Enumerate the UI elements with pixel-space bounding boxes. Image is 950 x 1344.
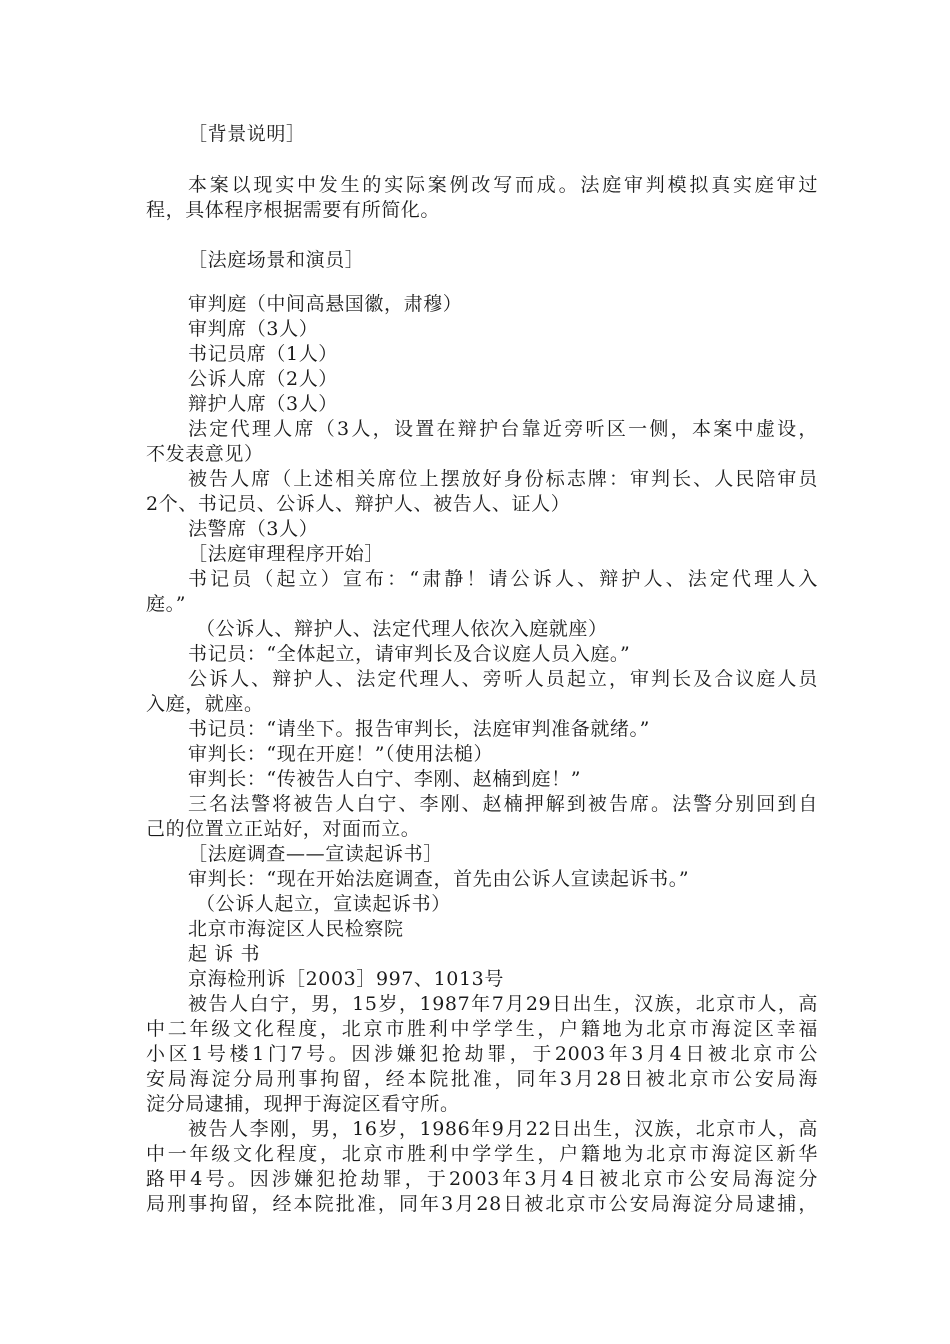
- text-line: 程，具体程序根据需要有所简化。: [146, 199, 441, 221]
- text-line: 书记员：“请坐下。报告审判长，法庭审判准备就绪。”: [188, 718, 650, 740]
- text-line: 京海检刑诉［2003］997、1013号: [188, 968, 504, 990]
- text-line: （公诉人起立，宣读起诉书）: [196, 893, 451, 915]
- text-line: 审判长：“现在开庭！”（使用法槌）: [188, 743, 494, 765]
- text-line: 起 诉 书: [188, 943, 261, 965]
- text-line: 审判席（3人）: [188, 318, 319, 340]
- text-line: 三名法警将被告人白宁、李刚、赵楠押解到被告席。法警分别回到自: [188, 793, 818, 815]
- text-line: 公诉人、辩护人、法定代理人、旁听人员起立，审判长及合议庭人员: [188, 668, 818, 690]
- text-line: 书记员席（1人）: [188, 343, 338, 365]
- section-heading-background: ［背景说明］: [188, 123, 306, 145]
- text-line: 审判长：“现在开始法庭调查，首先由公诉人宣读起诉书。”: [188, 868, 690, 890]
- text-line: 己的位置立正站好，对面而立。: [146, 818, 421, 840]
- text-line: 被告人李刚，男，16岁，1986年9月22日出生，汉族，北京市人，高: [188, 1118, 818, 1140]
- text-line: 中一年级文化程度，北京市胜利中学学生，户籍地为北京市海淀区新华: [146, 1143, 818, 1165]
- text-line: 不发表意见）: [146, 443, 264, 465]
- text-line: 中二年级文化程度，北京市胜利中学学生，户籍地为北京市海淀区幸福: [146, 1018, 818, 1040]
- text-line: 书记员：“全体起立，请审判长及合议庭人员入庭。”: [188, 643, 631, 665]
- text-line: 庭。”: [146, 593, 187, 615]
- text-line: 入庭，就座。: [146, 693, 264, 715]
- text-line: 2个、书记员、公诉人、辩护人、被告人、证人）: [146, 493, 571, 515]
- text-line: 法警席（3人）: [188, 518, 319, 540]
- text-line: （公诉人、辩护人、法定代理人依次入庭就座）: [196, 618, 608, 640]
- text-line: 被告人白宁，男，15岁，1987年7月29日出生，汉族，北京市人，高: [188, 993, 818, 1015]
- text-line: 局刑事拘留，经本院批准，同年3月28日被北京市公安局海淀分局逮捕，: [146, 1193, 818, 1215]
- section-heading-scene: ［法庭场景和演员］: [188, 249, 365, 271]
- section-heading-investigation: ［法庭调查——宣读起诉书］: [188, 843, 443, 865]
- text-line: 法定代理人席（3人，设置在辩护台靠近旁听区一侧，本案中虚设，: [188, 418, 818, 440]
- section-heading-procedure: ［法庭审理程序开始］: [188, 543, 385, 565]
- text-line: 路甲4号。因涉嫌犯抢劫罪，于2003年3月4日被北京市公安局海淀分: [146, 1168, 818, 1190]
- text-line: 审判庭（中间高悬国徽，肃穆）: [188, 293, 463, 315]
- text-line: 被告人席（上述相关席位上摆放好身份标志牌：审判长、人民陪审员: [188, 468, 818, 490]
- text-line: 辩护人席（3人）: [188, 393, 338, 415]
- text-line: 审判长：“传被告人白宁、李刚、赵楠到庭！”: [188, 768, 582, 790]
- text-line: 淀分局逮捕，现押于海淀区看守所。: [146, 1093, 460, 1115]
- text-line: 小区1号楼1门7号。因涉嫌犯抢劫罪，于2003年3月4日被北京市公: [146, 1043, 818, 1065]
- text-line: 安局海淀分局刑事拘留，经本院批准，同年3月28日被北京市公安局海: [146, 1068, 818, 1090]
- text-line: 北京市海淀区人民检察院: [188, 918, 404, 940]
- text-line: 公诉人席（2人）: [188, 368, 338, 390]
- text-line: 本案以现实中发生的实际案例改写而成。法庭审判模拟真实庭审过: [188, 174, 818, 196]
- text-line: 书记员（起立）宣布：“肃静！请公诉人、辩护人、法定代理人入: [188, 568, 818, 590]
